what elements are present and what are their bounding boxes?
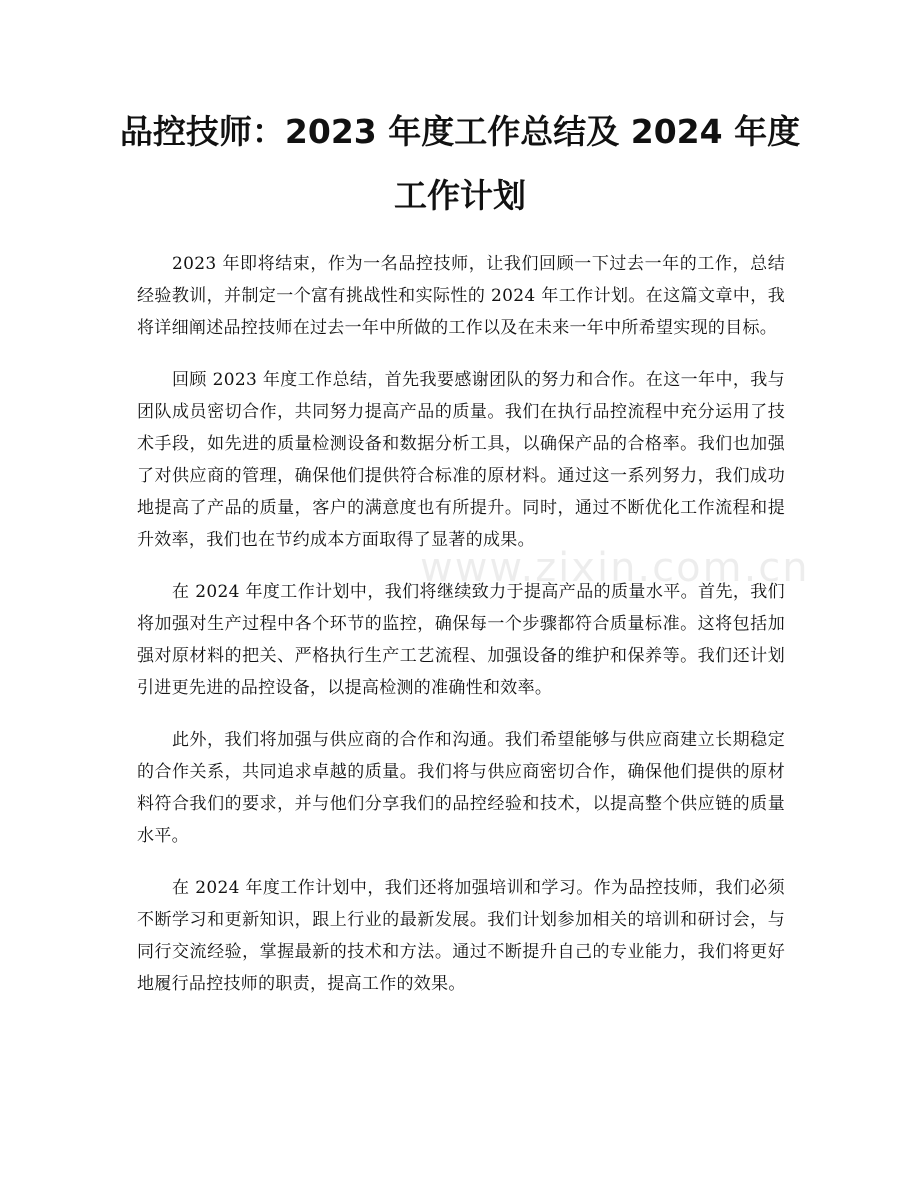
watermark: www.zixin.com.cn: [420, 545, 810, 591]
paragraph-supplier-cooperation: 此外，我们将加强与供应商的合作和沟通。我们希望能够与供应商建立长期稳定的合作关系，共同追求卓越的质量。我们将与供应商密切合作，确保他们提供的原材料符合我们的要求，并与他们分享我们的品控经验和技术，以提高整个供应链的质量水平。: [137, 730, 785, 846]
document-body: [137, 248, 785, 1020]
paragraph-intro: 2023 年即将结束，作为一名品控技师，让我们回顾一下过去一年的工作，总结经验教训，并制定一个富有挑战性和实际性的 2024 年工作计划。在这篇文章中，我将详细阐述品控技师在过去一年中所做的工作以及在未来一年中所希望实现的目标。: [137, 254, 785, 338]
paragraph-2023-review: 回顾 2023 年度工作总结，首先我要感谢团队的努力和合作。在这一年中，我与团队成员密切合作，共同努力提高产品的质量。我们在执行品控流程中充分运用了技术手段，如先进的质量检测设备和数据分析工具，以确保产品的合格率。我们也加强了对供应商的管理，确保他们提供符合标准的原材料。通过这一系列努力，我们成功地提高了产品的质量，客户的满意度也有所提升。同时，通过不断优化工作流程和提升效率，我们也在节约成本方面取得了显著的成果。: [137, 370, 785, 550]
document-title: 品控技师：2023 年度工作总结及 2024 年度工作计划: [119, 112, 801, 215]
paragraph-training-plan: 在 2024 年度工作计划中，我们还将加强培训和学习。作为品控技师，我们必须不断学习和更新知识，跟上行业的最新发展。我们计划参加相关的培训和研讨会，与同行交流经验，掌握最新的技术和方法。通过不断提升自己的专业能力，我们将更好地履行品控技师的职责，提高工作的效果。: [137, 878, 785, 994]
paragraph-2024-quality-plan: 在 2024 年度工作计划中，我们将继续致力于提高产品的质量水平。首先，我们将加强对生产过程中各个环节的监控，确保每一个步骤都符合质量标准。这将包括加强对原材料的把关、严格执行生产工艺流程、加强设备的维护和保养等。我们还计划引进更先进的品控设备，以提高检测的准确性和效率。: [137, 582, 785, 698]
